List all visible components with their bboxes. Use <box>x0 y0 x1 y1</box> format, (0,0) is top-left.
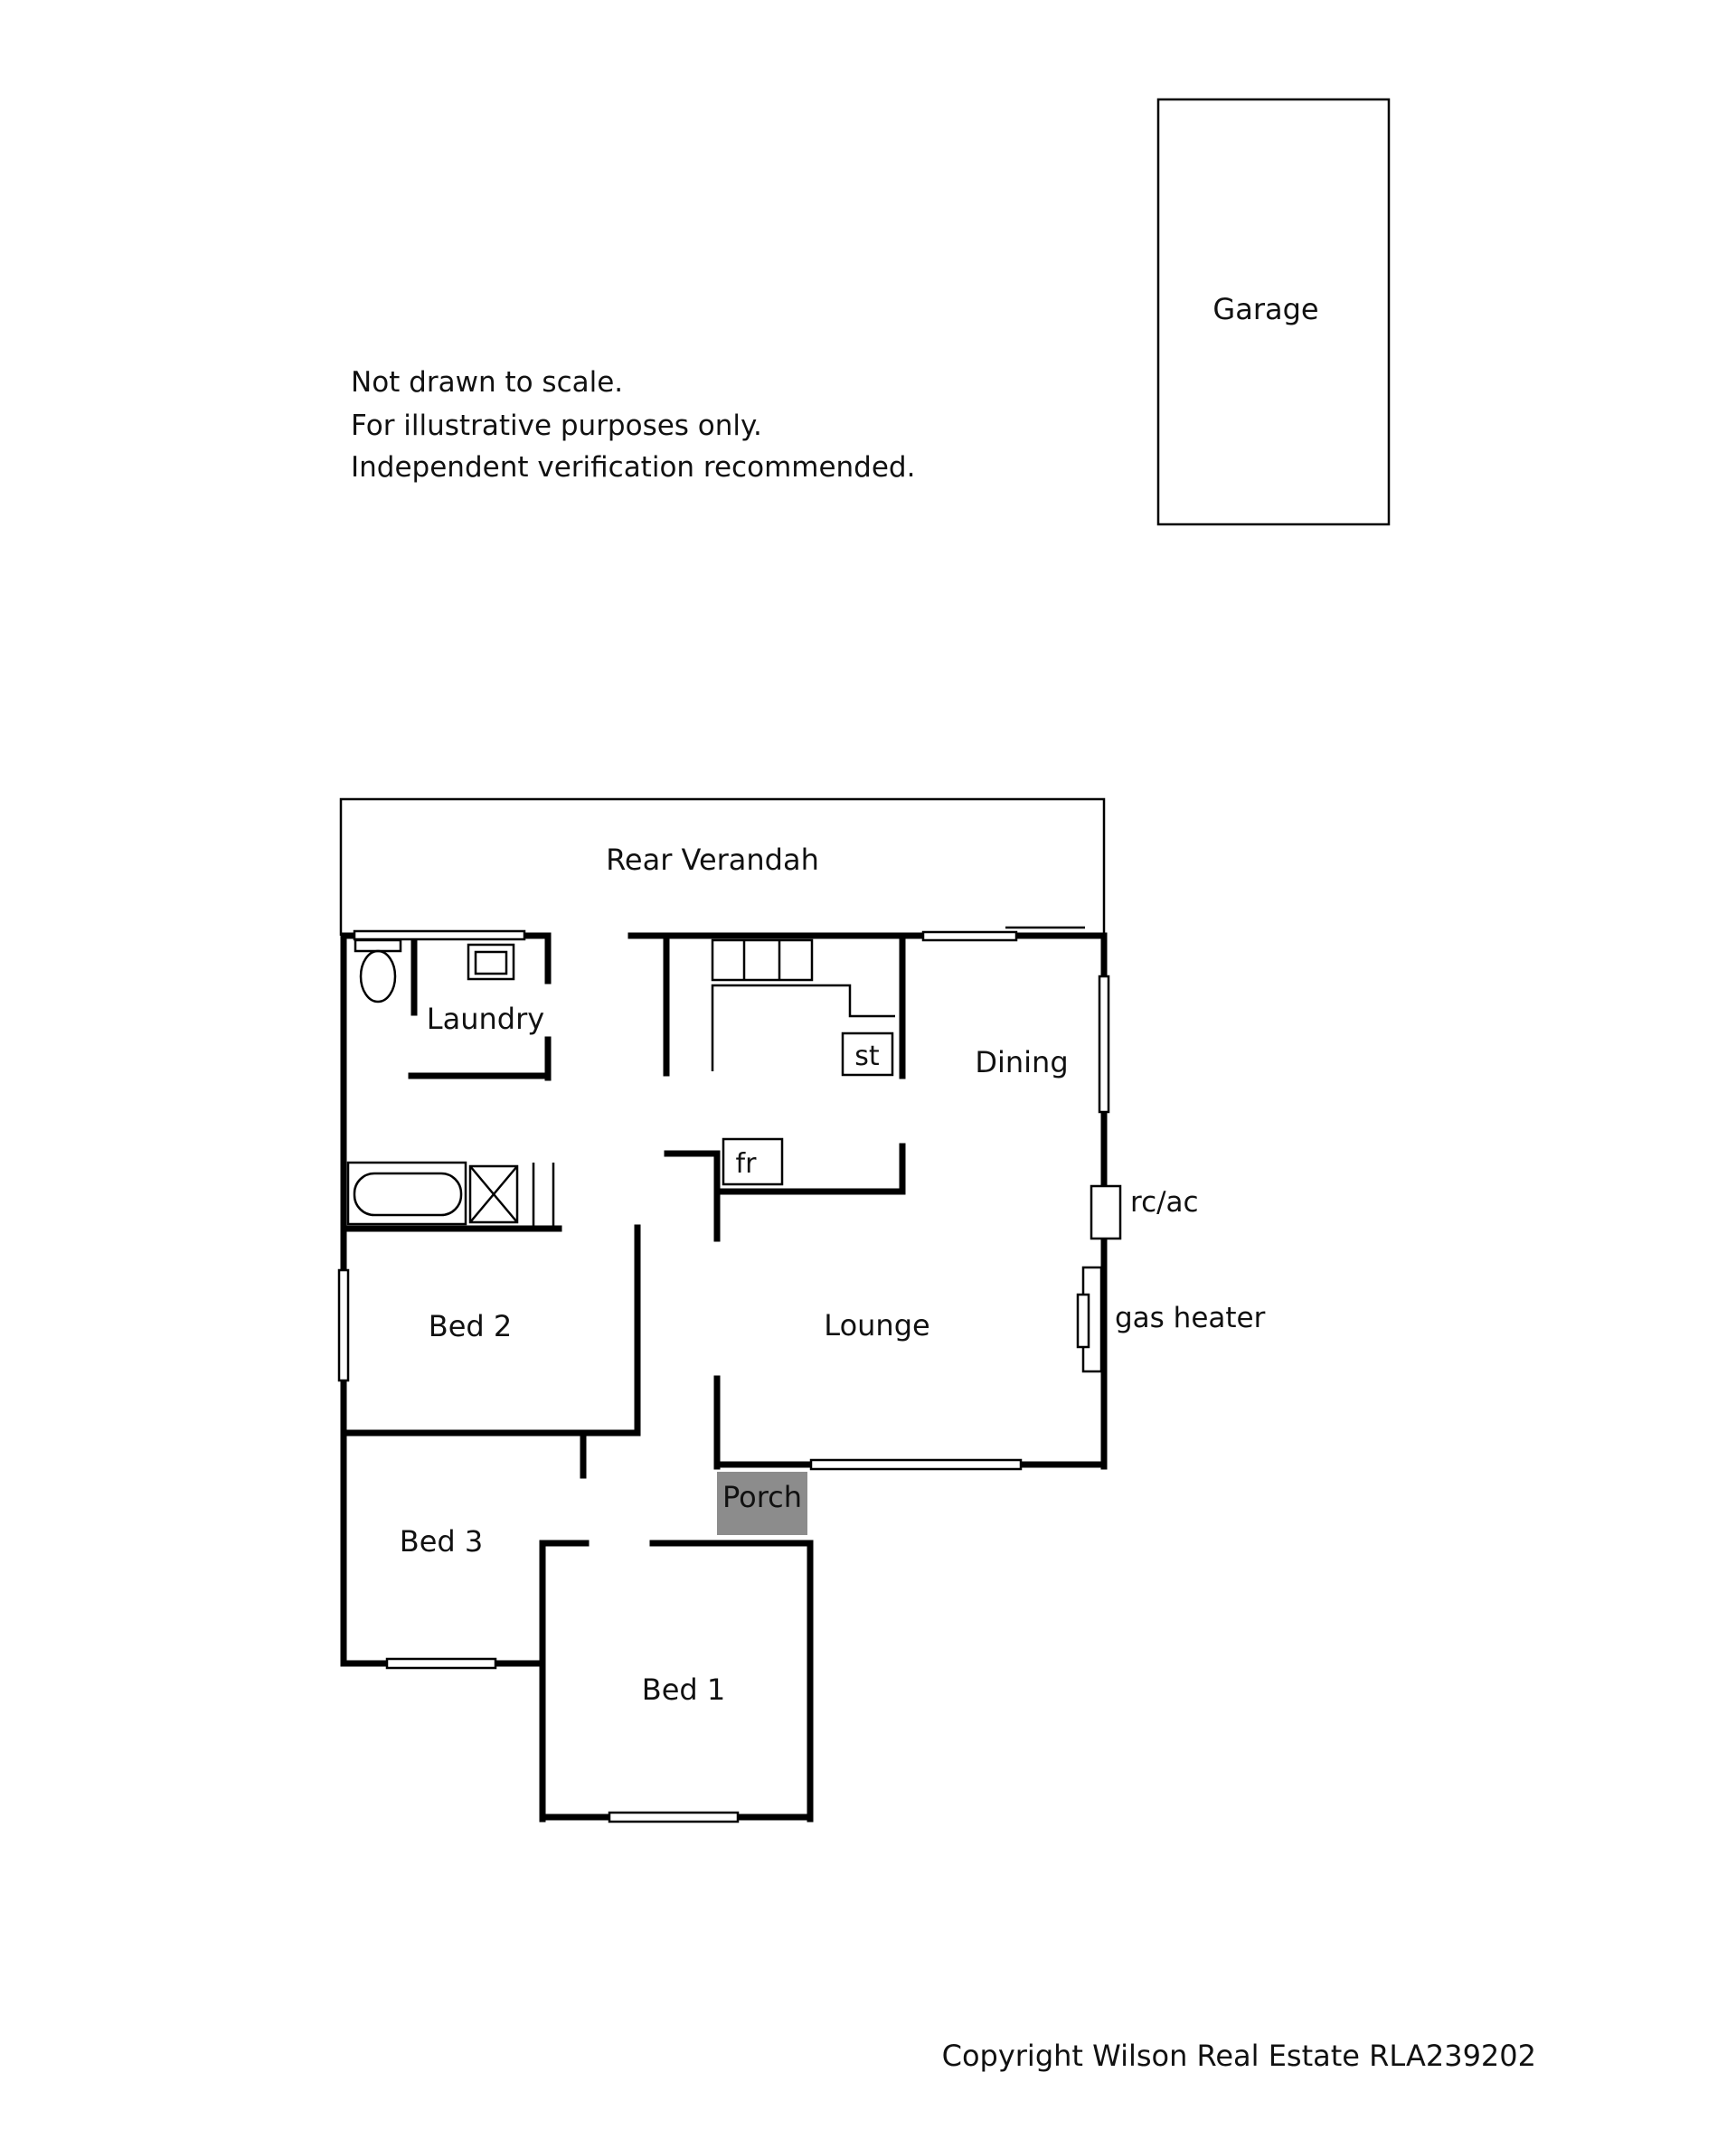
window-laundry <box>354 931 524 939</box>
rear-verandah-label: Rear Verandah <box>606 843 819 877</box>
window-lounge <box>811 1460 1021 1469</box>
bed2-label: Bed 2 <box>428 1309 513 1343</box>
window-dining <box>1099 976 1109 1112</box>
laundry-label: Laundry <box>426 1002 545 1036</box>
disclaimer-line-1: Not drawn to scale. <box>351 366 624 399</box>
stove-label: st <box>854 1041 880 1072</box>
bed1-label: Bed 1 <box>641 1672 726 1707</box>
gas-heater-label: gas heater <box>1115 1302 1266 1334</box>
window-kitchen <box>923 932 1016 940</box>
fridge-label: fr <box>735 1148 757 1180</box>
copyright-text: Copyright Wilson Real Estate RLA239202 <box>941 2039 1536 2073</box>
bed3-label: Bed 3 <box>399 1524 484 1559</box>
disclaimer <box>351 366 915 484</box>
porch <box>717 1472 807 1535</box>
window-bed3 <box>387 1659 495 1668</box>
lounge-label: Lounge <box>824 1308 930 1342</box>
porch-label: Porch <box>722 1480 803 1514</box>
bath-icon <box>354 1173 461 1215</box>
garage <box>1158 99 1389 524</box>
toilet-icon <box>361 951 395 1002</box>
kitchen-sink-icon <box>712 940 812 980</box>
rear-verandah <box>341 799 1104 936</box>
disclaimer-line-2: For illustrative purposes only. <box>351 410 762 442</box>
toilet-cistern <box>355 940 401 951</box>
disclaimer-line-3: Independent verification recommended. <box>351 451 916 484</box>
window-bed2 <box>339 1270 348 1380</box>
dining-label: Dining <box>975 1045 1069 1079</box>
garage-label: Garage <box>1212 292 1319 326</box>
window-bed1 <box>609 1813 738 1822</box>
rcac-label: rc/ac <box>1130 1186 1199 1219</box>
rcac-unit-icon <box>1091 1186 1120 1239</box>
room-labels <box>400 1002 1069 1707</box>
